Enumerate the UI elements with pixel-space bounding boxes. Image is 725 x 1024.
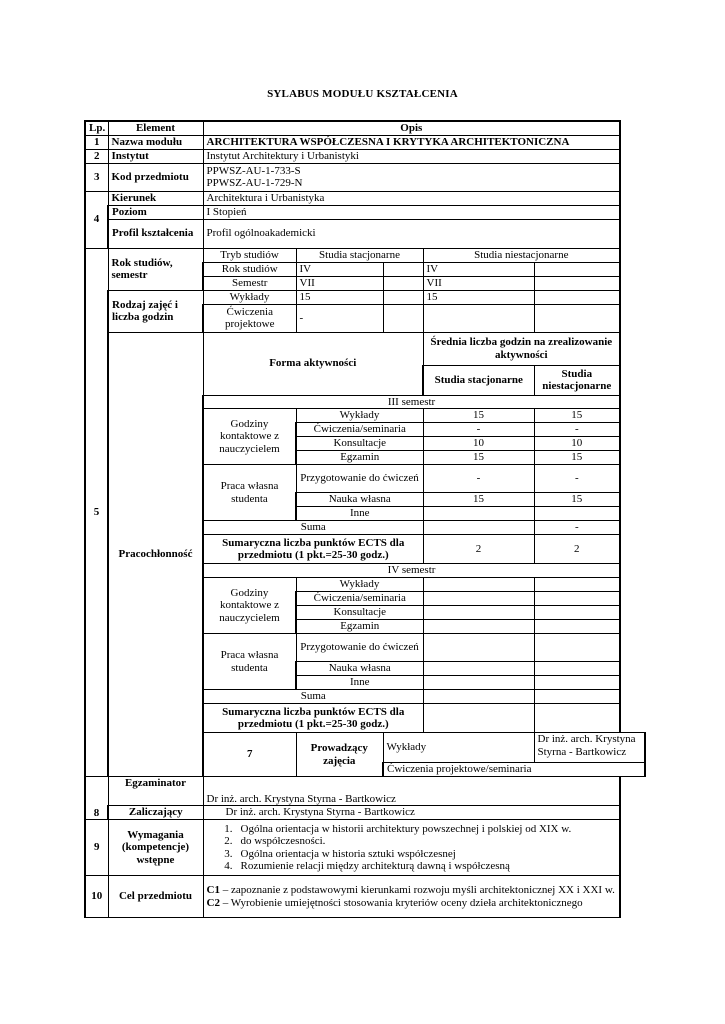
requirements-list xyxy=(203,820,620,876)
sum-label: Suma xyxy=(203,521,423,535)
semester-label: Semestr xyxy=(203,276,296,290)
module-name: ARCHITEKTURA WSPÓŁCZESNA I KRYTYKA ARCHITEKTONICZNA xyxy=(203,135,620,149)
value-cell: - xyxy=(534,465,620,493)
activity-lectures: Wykłady xyxy=(296,578,423,592)
semester-part-time: VII xyxy=(423,276,534,290)
part-time-header: Studia niestacjonarne xyxy=(534,365,620,395)
year-full-time: IV xyxy=(296,262,383,276)
activity-other: Inne xyxy=(296,507,423,521)
ects-part-time: 2 xyxy=(534,535,620,564)
activity-exercises: Ćwiczenia/seminaria xyxy=(296,423,423,437)
table-row xyxy=(85,332,645,365)
value-cell: 15 xyxy=(423,493,534,507)
header-lp: Lp. xyxy=(85,121,108,135)
row-label: Instytut xyxy=(108,149,203,163)
field-value: Architektura i Urbanistyka xyxy=(203,191,620,205)
value-cell: 15 xyxy=(423,451,534,465)
table-row xyxy=(85,149,645,163)
activity-self-study: Nauka własna xyxy=(296,493,423,507)
table-row xyxy=(85,248,645,262)
value-cell: 10 xyxy=(534,437,620,451)
value-cell: - xyxy=(534,423,620,437)
activity-other: Inne xyxy=(296,676,423,690)
row-label: Prowadzący zajęcia xyxy=(296,733,383,777)
ects-label: Sumaryczna liczba punktów ECTS dla przedmiotu (1 pkt.=25-30 godz.) xyxy=(203,535,423,564)
row-number: 9 xyxy=(85,820,108,876)
document-title: SYLABUS MODUŁU KSZTAŁCENIA xyxy=(267,88,458,100)
value-cell: - xyxy=(423,465,534,493)
value-cell: 15 xyxy=(534,409,620,423)
part-time-label: Studia niestacjonarne xyxy=(423,248,620,262)
value-cell: - xyxy=(423,423,534,437)
semester-3-header: III semestr xyxy=(203,395,620,409)
syllabus-table xyxy=(84,120,646,918)
row-label: Poziom xyxy=(108,205,203,219)
activity-consultations: Konsultacje xyxy=(296,606,423,620)
grader-name: Dr inż. arch. Krystyna Styrna - Bartkowicz xyxy=(203,806,620,820)
exercises-full-time: - xyxy=(296,304,383,332)
year-part-time: IV xyxy=(423,262,534,276)
row-number: 7 xyxy=(203,733,296,777)
value-cell: - xyxy=(534,521,620,535)
table-row xyxy=(85,777,645,806)
contact-hours-label: Godziny kontaktowe z nauczycielem xyxy=(203,578,296,634)
row-label: Rodzaj zajęć i liczba godzin xyxy=(108,290,203,332)
contact-hours-label: Godziny kontaktowe z nauczycielem xyxy=(203,409,296,465)
semester-full-time: VII xyxy=(296,276,383,290)
course-codes xyxy=(203,163,620,191)
row-number: 1 xyxy=(85,135,108,149)
sum-label: Suma xyxy=(203,690,423,704)
row-number: 10 xyxy=(85,876,108,918)
row-label: Rok studiów, semestr xyxy=(108,248,203,290)
ects-full-time: 2 xyxy=(423,535,534,564)
activity-self-study: Nauka własna xyxy=(296,662,423,676)
course-code-s: PPWSZ-AU-1-733-S xyxy=(206,164,301,177)
value-cell: 15 xyxy=(534,451,620,465)
value-cell: 10 xyxy=(423,437,534,451)
table-row xyxy=(85,219,645,248)
table-row xyxy=(85,290,645,304)
activity-form-header: Forma aktywności xyxy=(203,332,423,395)
average-hours-header: Średnia liczba godzin na zrealizowanie aktywności xyxy=(423,332,620,365)
list-item: 2. do współczesności. xyxy=(224,835,326,848)
row-number: 5 xyxy=(85,248,108,777)
row-number: 3 xyxy=(85,163,108,191)
lecturer-name: Dr inż. arch. Krystyna Styrna - Bartkowicz xyxy=(534,733,645,763)
row-label: Profil kształcenia xyxy=(108,219,203,248)
activity-exam: Egzamin xyxy=(296,451,423,465)
course-code-n: PPWSZ-AU-1-729-N xyxy=(206,177,303,190)
mode-label: Tryb studiów xyxy=(203,248,296,262)
table-row xyxy=(85,876,645,918)
full-time-label: Studia stacjonarne xyxy=(296,248,423,262)
table-row xyxy=(85,135,645,149)
own-work-label: Praca własna studenta xyxy=(203,465,296,521)
value-cell: 15 xyxy=(423,409,534,423)
lectures-full-time: 15 xyxy=(296,290,383,304)
row-number: 8 xyxy=(85,777,108,820)
table-row xyxy=(85,205,645,219)
row-label: Wymagania (kompetencje) wstępne xyxy=(108,820,203,876)
course-goals xyxy=(203,876,620,918)
activity-preparation: Przygotowanie do ćwiczeń xyxy=(296,465,423,493)
lectures-part-time: 15 xyxy=(423,290,534,304)
own-work-label: Praca własna studenta xyxy=(203,634,296,690)
semester-4-header: IV semestr xyxy=(203,564,620,578)
row-label: Kod przedmiotu xyxy=(108,163,203,191)
row-number: 4 xyxy=(85,191,108,248)
table-row xyxy=(85,820,645,876)
level-value: I Stopień xyxy=(203,205,620,219)
year-label: Rok studiów xyxy=(203,262,296,276)
exercises-label: Ćwiczenia projektowe xyxy=(203,304,296,332)
activity-lectures: Wykłady xyxy=(296,409,423,423)
list-item: 4. Rozumienie relacji między architekturą dawną i współczesną xyxy=(224,860,510,873)
institute-value: Instytut Architektury i Urbanistyki xyxy=(203,149,620,163)
profile-value: Profil ogólnoakademicki xyxy=(203,219,620,248)
value-cell: 15 xyxy=(534,493,620,507)
activity-exam: Egzamin xyxy=(296,620,423,634)
header-element: Element xyxy=(108,121,203,135)
goal-c1: C1 – zapoznanie z podstawowymi kierunkami rozwoju myśli architektonicznej XX i XXI w. xyxy=(206,884,615,897)
table-row xyxy=(85,163,645,191)
list-item: 1. Ogólna orientacja w historii architektury powszechnej i polskiej od XIX w. xyxy=(224,822,572,835)
lectures-label: Wykłady xyxy=(203,290,296,304)
row-label: Zaliczający xyxy=(108,806,203,820)
ects-label: Sumaryczna liczba punktów ECTS dla przedmiotu (1 pkt.=25-30 godz.) xyxy=(203,704,423,733)
activity-consultations: Konsultacje xyxy=(296,437,423,451)
goal-c2: C2 – Wyrobienie umiejętności stosowania kryteriów oceny dzieła architektonicznego xyxy=(206,896,583,909)
examiner-name: Dr inż. arch. Krystyna Styrna - Bartkowicz xyxy=(203,777,620,806)
activity-preparation: Przygotowanie do ćwiczeń xyxy=(296,634,423,662)
row-label: Nazwa modułu xyxy=(108,135,203,149)
table-header-row xyxy=(85,121,645,135)
table-row xyxy=(85,191,645,205)
activity-exercises: Ćwiczenia/seminaria xyxy=(296,592,423,606)
row-label: Egzaminator xyxy=(108,777,203,806)
lecturer-exercises-label: Ćwiczenia projektowe/seminaria xyxy=(383,763,645,777)
table-row xyxy=(85,806,645,820)
header-opis: Opis xyxy=(203,121,620,135)
list-item: 3. Ogólna orientacja w historia sztuki współczesnej xyxy=(224,847,456,860)
row-label: Cel przedmiotu xyxy=(108,876,203,918)
full-time-header: Studia stacjonarne xyxy=(423,365,534,395)
lecturer-lectures-label: Wykłady xyxy=(383,733,534,763)
row-number: 2 xyxy=(85,149,108,163)
row-label: Kierunek xyxy=(108,191,203,205)
row-label: Pracochłonność xyxy=(108,332,203,777)
